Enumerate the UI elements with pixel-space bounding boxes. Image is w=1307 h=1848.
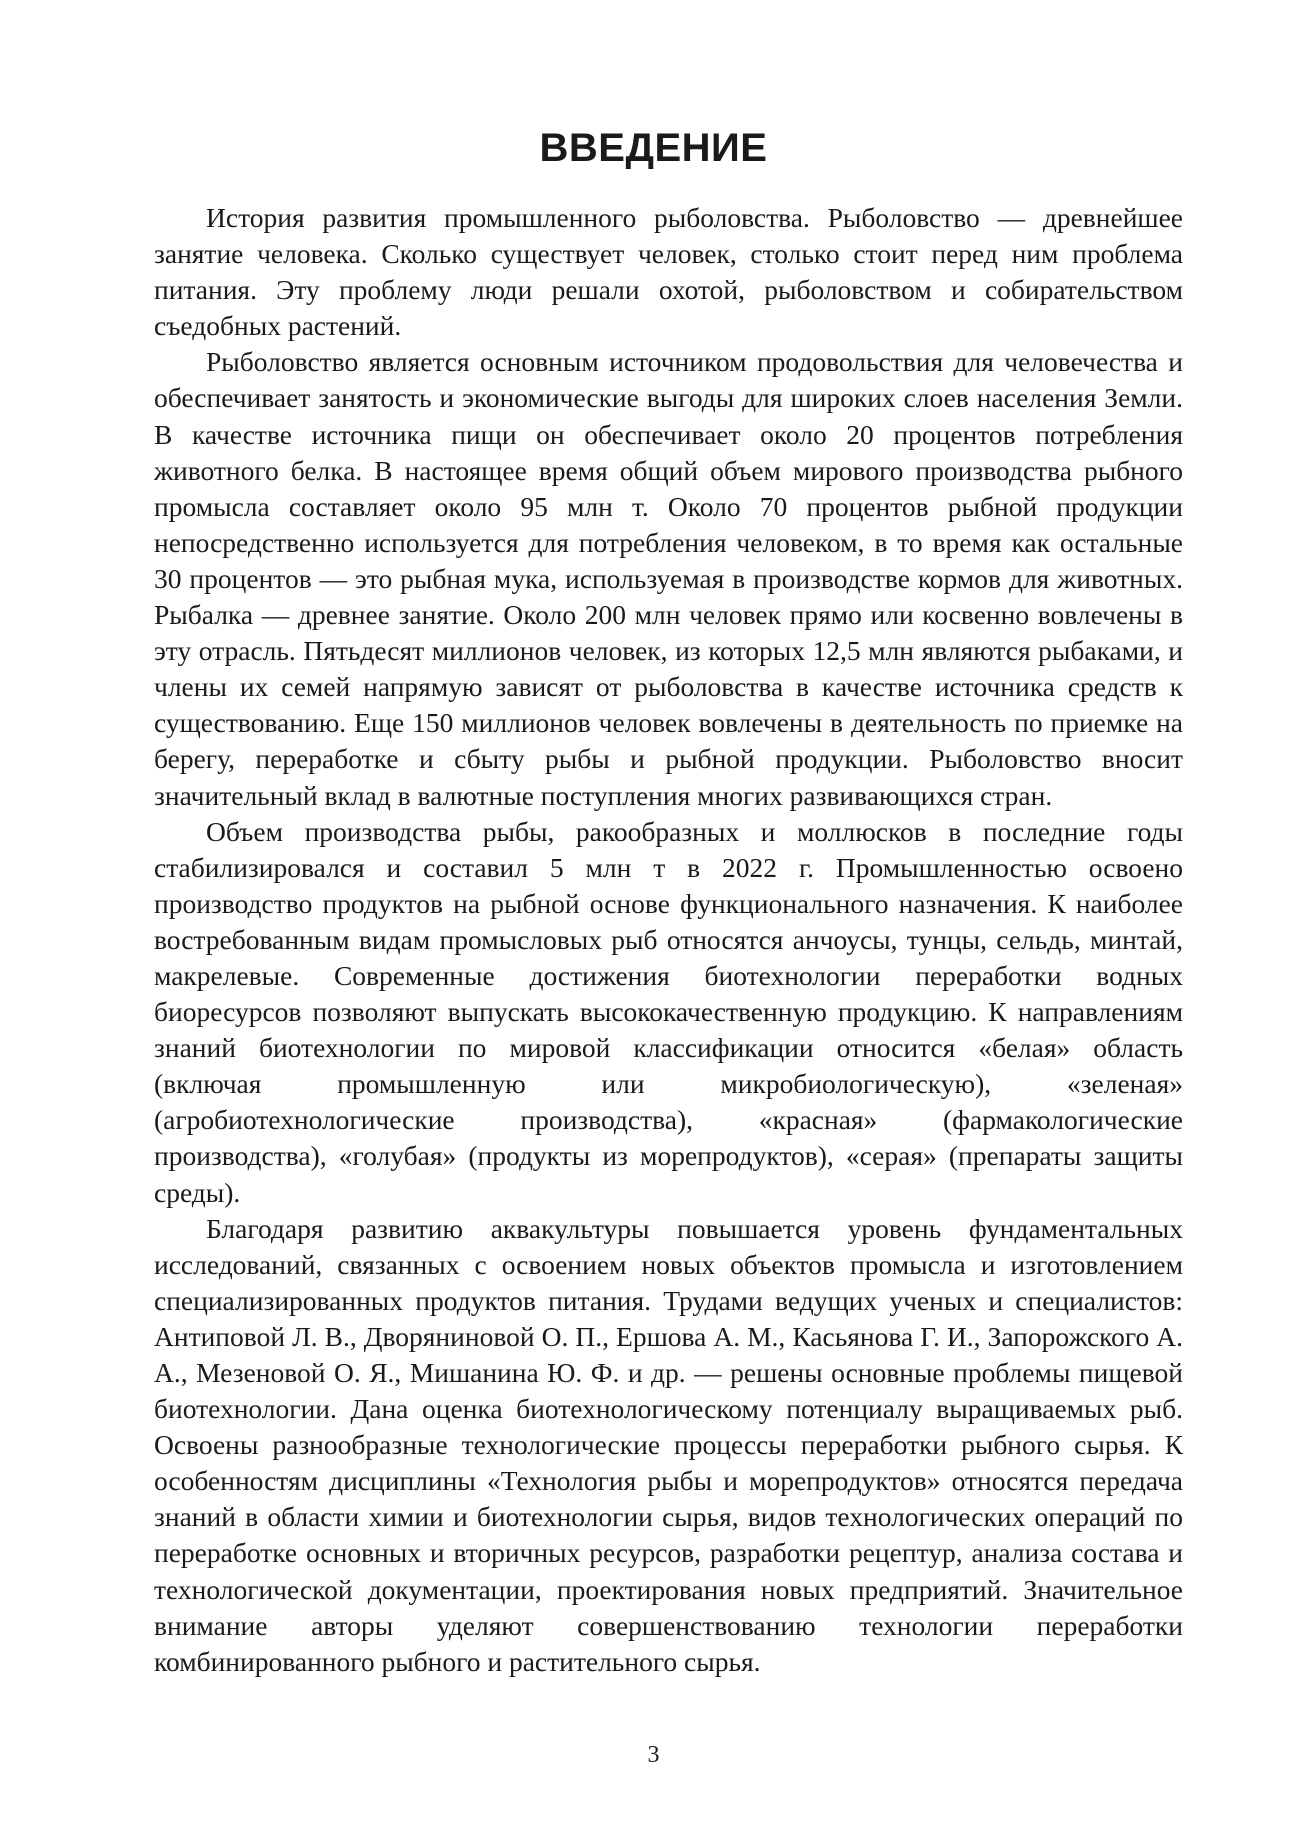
paragraph-production-volume: Объем производства рыбы, ракообразных и моллюсков в последние годы стабилизировался и составил 5 млн т в 2022 г. Промышленностью освоено производство продуктов на рыбной основе функционального назначения. К наиболее востребованным видам промысловых рыб относятся анчоусы, тунцы, сельдь, минтай, макрелевые. Современные достижения биотехнологии переработки водных биоресурсов позволяют выпускать высококачественную продукцию. К направлениям знаний биотехнологии по мировой классификации относится «белая» область (включая промышленную или микробиологическую), «зеленая» (агробиотехнологические производства), «красная» (фармакологические производства), «голубая» (продукты из морепродуктов), «серая» (препараты защиты среды). — [154, 815, 1183, 1208]
body-text — [154, 200, 1183, 1680]
page-title: ВВЕДЕНИЕ — [539, 126, 768, 170]
paragraph-fishing-history: История развития промышленного рыболовства. Рыболовство — древнейшее занятие человека. Сколько существует человек, столько стоит перед ним проблема питания. Эту проблему люди решали охотой, рыболовством и собирательством съедобных растений. — [154, 202, 1183, 342]
page-number: 3 — [647, 1742, 660, 1768]
paragraph-aquaculture: Благодаря развитию аквакультуры повышается уровень фундаментальных исследований, связанных с освоением новых объектов промысла и изготовлением специализированных продуктов питания. Трудами ведущих ученых и специалистов: Антиповой Л. В., Дворяниновой О. П., Ершова А. М., Касьянова Г. И., Запорожского А. А., Мезеновой О. Я., Мишанина Ю. Ф. и др. — решены основные проблемы пищевой биотехнологии. Дана оценка биотехнологическому потенциалу выращиваемых рыб. Освоены разнообразные технологические процессы переработки рыбного сырья. К особенностям дисциплины «Технология рыбы и морепродуктов» относятся передача знаний в области химии и биотехнологии сырья, видов технологических операций по переработке основных и вторичных ресурсов, разработки рецептур, анализа состава и технологической документации, проектирования новых предприятий. Значительное внимание авторы уделяют совершенствованию технологии переработки комбинированного рыбного и растительного сырья. — [154, 1212, 1183, 1677]
paragraph-food-source: Рыболовство является основным источником продовольствия для человечества и обеспечивает занятость и экономические выгоды для широких слоев населения Земли. В качестве источника пищи он обеспечивает около 20 процентов потребления животного белка. В настоящее время общий объем мирового производства рыбного промысла составляет около 95 млн т. Около 70 процентов рыбной продукции непосредственно используется для потребления человеком, в то время как остальные 30 процентов — это рыбная мука, используемая в производстве кормов для животных. Рыбалка — древнее занятие. Около 200 млн человек прямо или косвенно вовлечены в эту отрасль. Пятьдесят миллионов человек, из которых 12,5 млн являются рыбаками, и члены их семей напрямую зависят от рыболовства в качестве источника средств к существованию. Еще 150 миллионов человек вовлечены в деятельность по приемке на берегу, переработке и сбыту рыбы и рыбной продукции. Рыболовство вносит значительный вклад в валютные поступления многих развивающихся стран. — [154, 346, 1183, 811]
